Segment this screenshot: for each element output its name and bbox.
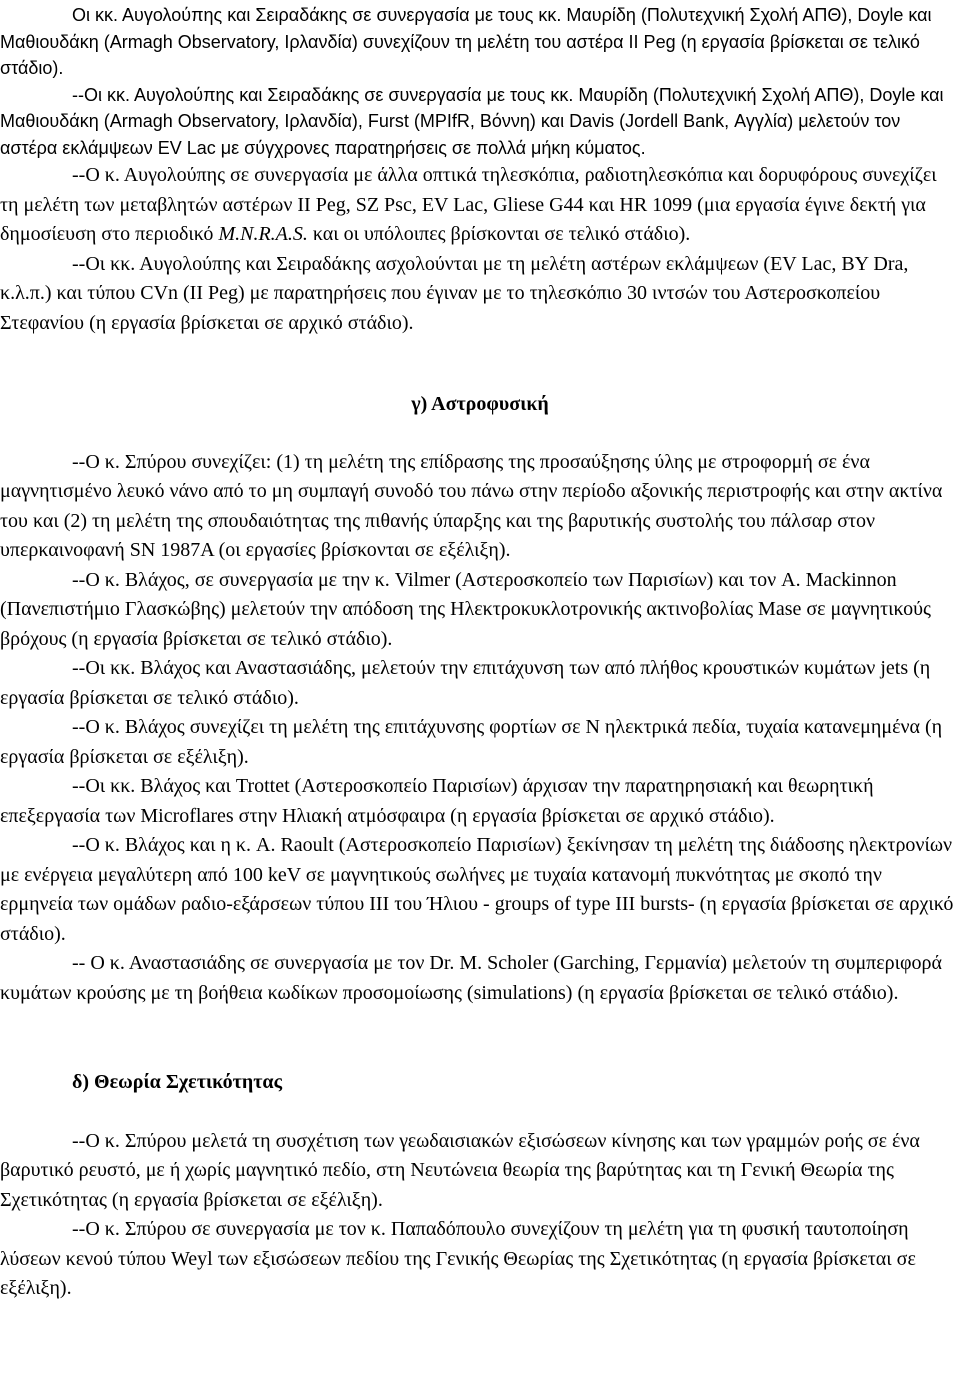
paragraph-astrophysics-5 [0,772,956,831]
paragraph-text: --Οι κκ. Βλάχος και Trottet (Αστεροσκοπείο Παρισίων) άρχισαν την παρατηρησιακή και θεωρητική επεξεργασία των Microflares στην Ηλιακή ατμόσφαιρα (η εργασία βρίσκεται σε αρχικό στάδιο). [0,775,874,827]
paragraph-text: --Ο κ. Βλάχος συνεχίζει τη μελέτη της επιτάχυνσης φορτίων σε Ν ηλεκτρικά πεδία, τυχαία κατανεμημένα (η εργασία βρίσκεται σε εξέλιξη). [0,716,943,768]
paragraph-text: Οι κκ. Αυγολούπης και Σειραδάκης σε συνεργασία με τους κκ. Μαυρίδη (Πολυτεχνική Σχολή ΑΠΘ), Doyle και Μαθιουδάκη (Armagh Observatory, Ιρλανδία) συνεχίζουν τη μελέτη του αστέρα II Peg (η εργασία βρίσκεται σε τελικό στάδιο). [0,5,932,78]
journal-name: M.N.R.A.S. [218,223,308,245]
paragraph-text: --Ο κ. Αυγολούπης σε συνεργασία με άλλα οπτικά τηλεσκόπια, ραδιοτηλεσκόπια και δορυφόρους συνεχίζει τη μελέτη των μεταβλητών αστέρων II Peg, SZ Psc, EV Lac, Gliese G44 και HR 1099 (μια εργασία έγινε δεκτή για δημοσίευση στο περιοδικό [0,164,937,245]
paragraph-ev-lac-study [0,82,956,162]
paragraph-text: --Οι κκ. Αυγολούπης και Σειραδάκης σε συνεργασία με τους κκ. Μαυρίδη (Πολυτεχνική Σχολή ΑΠΘ), Doyle και Μαθιουδάκη (Armagh Observatory, Ιρλανδία), Furst (MPIfR, Βόννη) και Davis (Jordell Bank, Αγγλία) μελετούν τον αστέρα εκλάμψεων EV Lac με σύγχρονες παρατηρήσεις σε πολλά μήκη κύματος. [0,84,944,158]
paragraph-text: --Οι κκ. Βλάχος και Αναστασιάδης, μελετούν την επιτάχυνση των από πλήθος κρουστικών κυμάτων jets (η εργασία βρίσκεται σε τελικό στάδιο). [0,657,931,709]
section-heading-relativity: δ) Θεωρία Σχετικότητας [72,1071,283,1093]
paragraph-astrophysics-6 [0,831,956,949]
paragraph-astrophysics-7 [0,949,956,1008]
paragraph-text: --Ο κ. Σπύρου συνεχίζει: (1) τη μελέτη της επίδρασης της προσαύξησης ύλης με στροφορμή σε ένα μαγνητισμένο λευκό νάνο από το μη συμπαγή συνοδό του πάνω στην περίοδο αξονικής περιστροφής και στην ακτίνα του και (2) τη μελέτη της σπουδαιότητας της πιθανής ύπαρξης και της βαρυτικής συστολής του πάλσαρ στον υπερκαινοφανή SN 1987A (οι εργασίες βρίσκονται σε εξέλιξη). [0,450,943,561]
paragraph-text: -- Ο κ. Αναστασιάδης σε συνεργασία με τον Dr. M. Scholer (Garching, Γερμανία) μελετούν τη συμπεριφορά κυμάτων κρούσης με τη βοήθεια κωδίκων προσομοίωσης (simulations) (η εργασία βρίσκεται σε τελικό στάδιο). [0,952,943,1004]
paragraph-text: --Οι κκ. Αυγολούπης και Σειραδάκης ασχολούνται με τη μελέτη αστέρων εκλάμψεων (EV Lac, BY Dra, κ.λ.π.) και τύπου CVn (II Peg) με παρατηρήσεις που έγιναν με το τηλεσκόπιο 30 ιντσών του Αστεροσκοπείου Στεφανίου (η εργασία βρίσκεται σε αρχικό στάδιο). [0,252,909,334]
paragraph-astrophysics-4 [0,713,956,772]
paragraph-relativity-2 [0,1215,956,1304]
paragraph-flare-stars [0,250,956,339]
section-heading-astrophysics: γ) Αστροφυσική [411,393,549,415]
paragraph-relativity-1 [0,1127,956,1216]
paragraph-text: --Ο κ. Βλάχος και η κ. A. Raoult (Αστεροσκοπείο Παρισίων) ξεκίνησαν τη μελέτη της διάδοσης ηλεκτρονίων με ενέργεια μεγαλύτερη από 100 keV σε μαγνητικούς σωλήνες με τυχαία κατανομή πυκνότητας με σκοπό την ερμηνεία των ομάδων ραδιο-εξάρσεων τύπου ΙΙΙ του Ήλιου - groups of type III bursts- (η εργασία βρίσκεται σε αρχικό στάδιο). [0,834,954,945]
paragraph-astrophysics-3 [0,654,956,713]
paragraph-text: --Ο κ. Σπύρου μελετά τη συσχέτιση των γεωδαισιακών εξισώσεων κίνησης και των γραμμών ροής σε ένα βαρυτικό ρευστό, με ή χωρίς μαγνητικό πεδίο, στη Νευτώνεια θεωρία της βαρύτητας και τη Γενική Θεωρία της Σχετικότητας (η εργασία βρίσκεται σε εξέλιξη). [0,1129,920,1211]
paragraph-astrophysics-2 [0,566,956,655]
paragraph-astrophysics-1 [0,448,956,566]
paragraph-text: --Ο κ. Σπύρου σε συνεργασία με τον κ. Παπαδόπουλο συνεχίζουν τη μελέτη για τη φυσική ταυτοποίηση λύσεων κενού τύπου Weyl των εξισώσεων πεδίου της Γενικής Θεωρίας της Σχετικότητας (η εργασία βρίσκεται σε εξέλιξη). [0,1218,916,1299]
paragraph-variable-stars [0,161,956,250]
paragraph-ii-peg-study [0,2,956,82]
paragraph-text-end: και οι υπόλοιπες βρίσκονται σε τελικό στάδιο). [307,223,691,245]
paragraph-text: --Ο κ. Βλάχος, σε συνεργασία με την κ. Vilmer (Αστεροσκοπείο των Παρισίων) και τον A. Mackinnon (Πανεπιστήμιο Γλασκώβης) μελετούν την απόδοση της Ηλεκτροκυκλοτρονικής ακτινοβολίας Mase σε μαγνητικούς βρόχους (η εργασία βρίσκεται σε τελικό στάδιο). [0,568,931,650]
